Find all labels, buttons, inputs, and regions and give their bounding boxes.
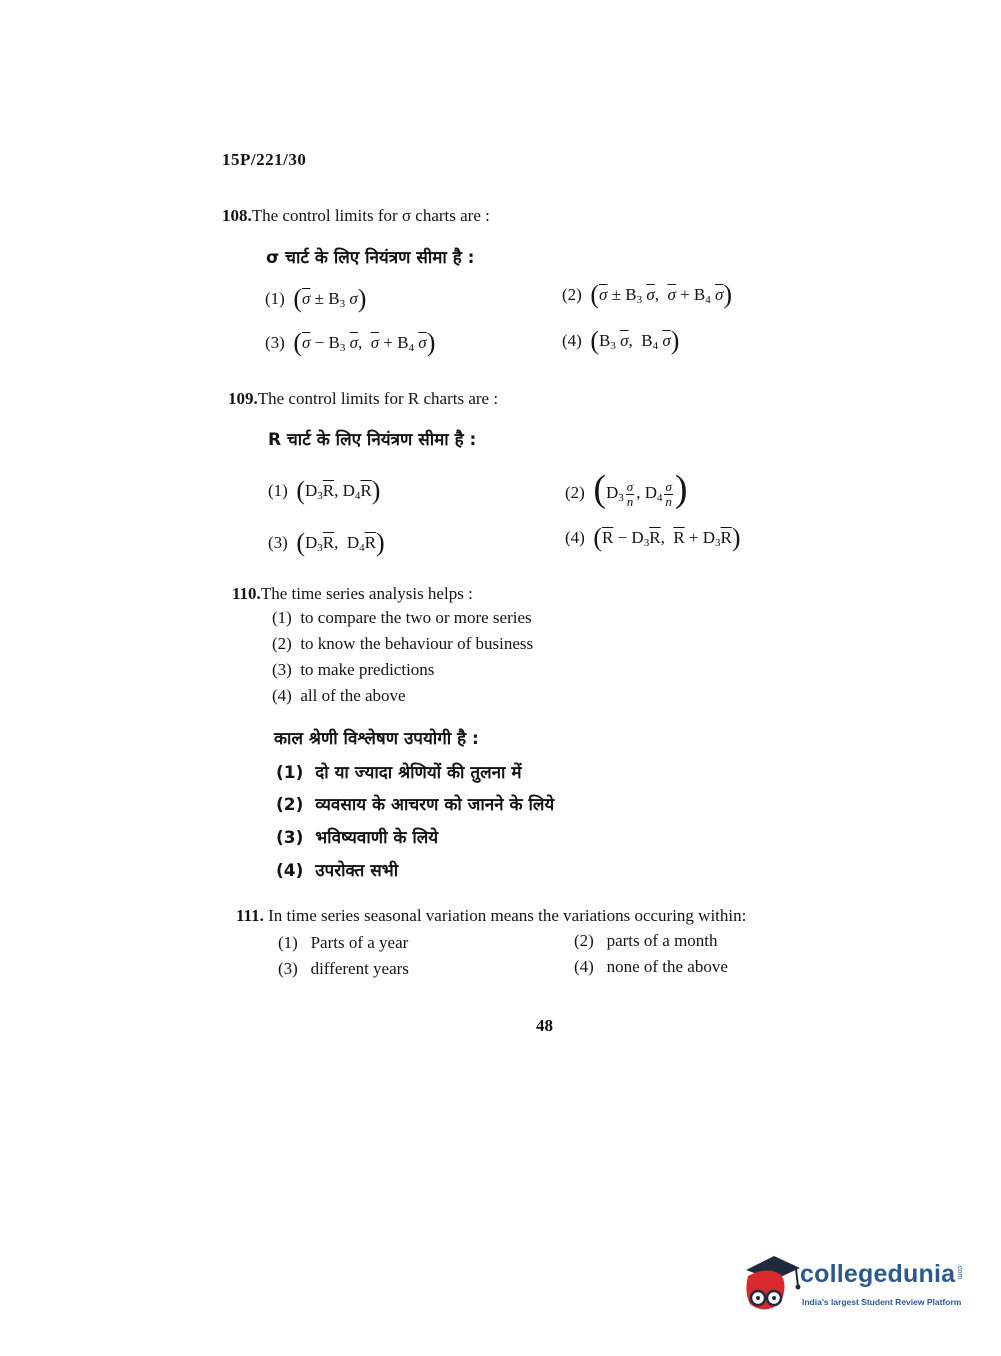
option-text: different years — [310, 959, 409, 978]
option-number: (3) — [272, 660, 292, 679]
question-text-en: In time series seasonal variation means the variations occuring within: — [268, 906, 747, 925]
option-111-1 — [278, 933, 408, 953]
question-number: 111. — [236, 906, 264, 925]
page-number: 48 — [536, 1016, 553, 1035]
question-110 — [232, 584, 473, 604]
option-number: (1) — [265, 289, 285, 308]
option-number: (1) — [272, 608, 292, 627]
option-text: दो या ज्यादा श्रेणियों की तुलना में — [315, 763, 522, 783]
option-formula: ($\overline{\sigma} \pm B_3$ $\overline{\sigma}$, $\overline{\sigma} + B_4$ $\overline{\sigma}$) — [590, 280, 733, 309]
collegedunia-logo — [740, 1250, 970, 1320]
student-mascot-icon — [740, 1252, 802, 1318]
option-111-2 — [574, 931, 718, 951]
question-number: 110. — [232, 584, 261, 603]
option-number: (4) — [272, 686, 292, 705]
option-formula: ($D_3\overline{R}$, $D_4\overline{R}$) — [296, 528, 385, 557]
question-text-en: The control limits for σ charts are : — [251, 206, 490, 225]
option-109-1 — [268, 478, 380, 504]
option-formula: ($D_3\overline{R}$, $D_4\overline{R}$) — [296, 476, 381, 505]
option-109-2 — [565, 470, 688, 508]
question-number: 108. — [222, 206, 252, 225]
option-number: (2) — [565, 483, 585, 502]
option-number: (4) — [562, 331, 582, 350]
option-111-4 — [574, 957, 728, 977]
option-number: (3) — [278, 959, 298, 978]
option-formula: ($B_3$ $\overline{\sigma}$, $B_4$ $\overline{\sigma}$) — [590, 326, 680, 355]
option-text: none of the above — [606, 957, 728, 976]
option-110-en-1 — [272, 608, 532, 628]
option-108-2 — [562, 282, 732, 308]
option-formula: ($\overline{\sigma} - B_3$ $\overline{\sigma}$, $\overline{\sigma} + B_4$ $\overline{\sigma}$) — [293, 328, 436, 357]
question-text-en: The control limits for R charts are : — [257, 389, 499, 408]
option-text: all of the above — [300, 686, 406, 705]
option-formula: ($\overline{\sigma} \pm B_3$ σ) — [293, 284, 367, 313]
question-108 — [222, 206, 490, 226]
option-number: (2) — [272, 634, 292, 653]
question-text-en: The time series analysis helps : — [260, 584, 473, 603]
option-110-hi-1 — [276, 760, 522, 783]
option-text: parts of a month — [606, 931, 718, 950]
option-110-en-4 — [272, 686, 406, 706]
option-109-4 — [565, 525, 741, 551]
option-number: (4) — [565, 528, 585, 547]
option-text: to compare the two or more series — [300, 608, 532, 627]
option-109-3 — [268, 530, 385, 556]
logo-domain: .com — [956, 1264, 963, 1280]
option-110-en-3 — [272, 660, 434, 680]
option-formula: ($D_3$ $\frac{\sigma}{n}$ , $D_4$ $\frac{\sigma}{n}$ ) — [593, 468, 688, 510]
option-110-hi-4 — [276, 858, 398, 881]
question-text-hi: R चार्ट के लिए नियंत्रण सीमा है : — [268, 430, 477, 450]
question-111 — [236, 906, 746, 926]
option-formula: ($\overline{R} - D_3\overline{R}$, $\overline{R} + D_3\overline{R}$) — [593, 523, 741, 552]
question-text-hi: काल श्रेणी विश्लेषण उपयोगी है : — [274, 729, 479, 749]
option-108-4 — [562, 328, 679, 354]
question-number: 109. — [228, 389, 258, 408]
option-text: Parts of a year — [310, 933, 409, 952]
option-number: (4) — [276, 861, 304, 881]
option-111-3 — [278, 959, 409, 979]
option-number: (2) — [574, 931, 594, 950]
option-number: (1) — [276, 763, 304, 783]
option-number: (1) — [278, 933, 298, 952]
option-text: to make predictions — [300, 660, 435, 679]
question-109 — [228, 389, 498, 409]
logo-tagline: India's largest Student Review Platform — [802, 1297, 962, 1307]
question-text-hi: σ चार्ट के लिए नियंत्रण सीमा है : — [266, 248, 475, 268]
option-110-hi-2 — [276, 792, 554, 815]
option-text: उपरोक्त सभी — [315, 861, 399, 881]
logo-wordmark: collegedunia — [800, 1260, 956, 1288]
option-text: भविष्यवाणी के लिये — [315, 828, 439, 848]
option-number: (2) — [562, 285, 582, 304]
option-text: व्यवसाय के आचरण को जानने के लिये — [315, 795, 555, 815]
option-108-1 — [265, 286, 366, 312]
option-number: (2) — [276, 795, 304, 815]
option-text: to know the behaviour of business — [300, 634, 534, 653]
option-number: (3) — [268, 533, 288, 552]
option-110-en-2 — [272, 634, 533, 654]
option-number: (3) — [276, 828, 304, 848]
paper-code: 15P/221/30 — [222, 150, 307, 169]
option-108-3 — [265, 330, 435, 356]
option-number: (4) — [574, 957, 594, 976]
option-number: (1) — [268, 481, 288, 500]
option-110-hi-3 — [276, 825, 438, 848]
option-number: (3) — [265, 333, 285, 352]
